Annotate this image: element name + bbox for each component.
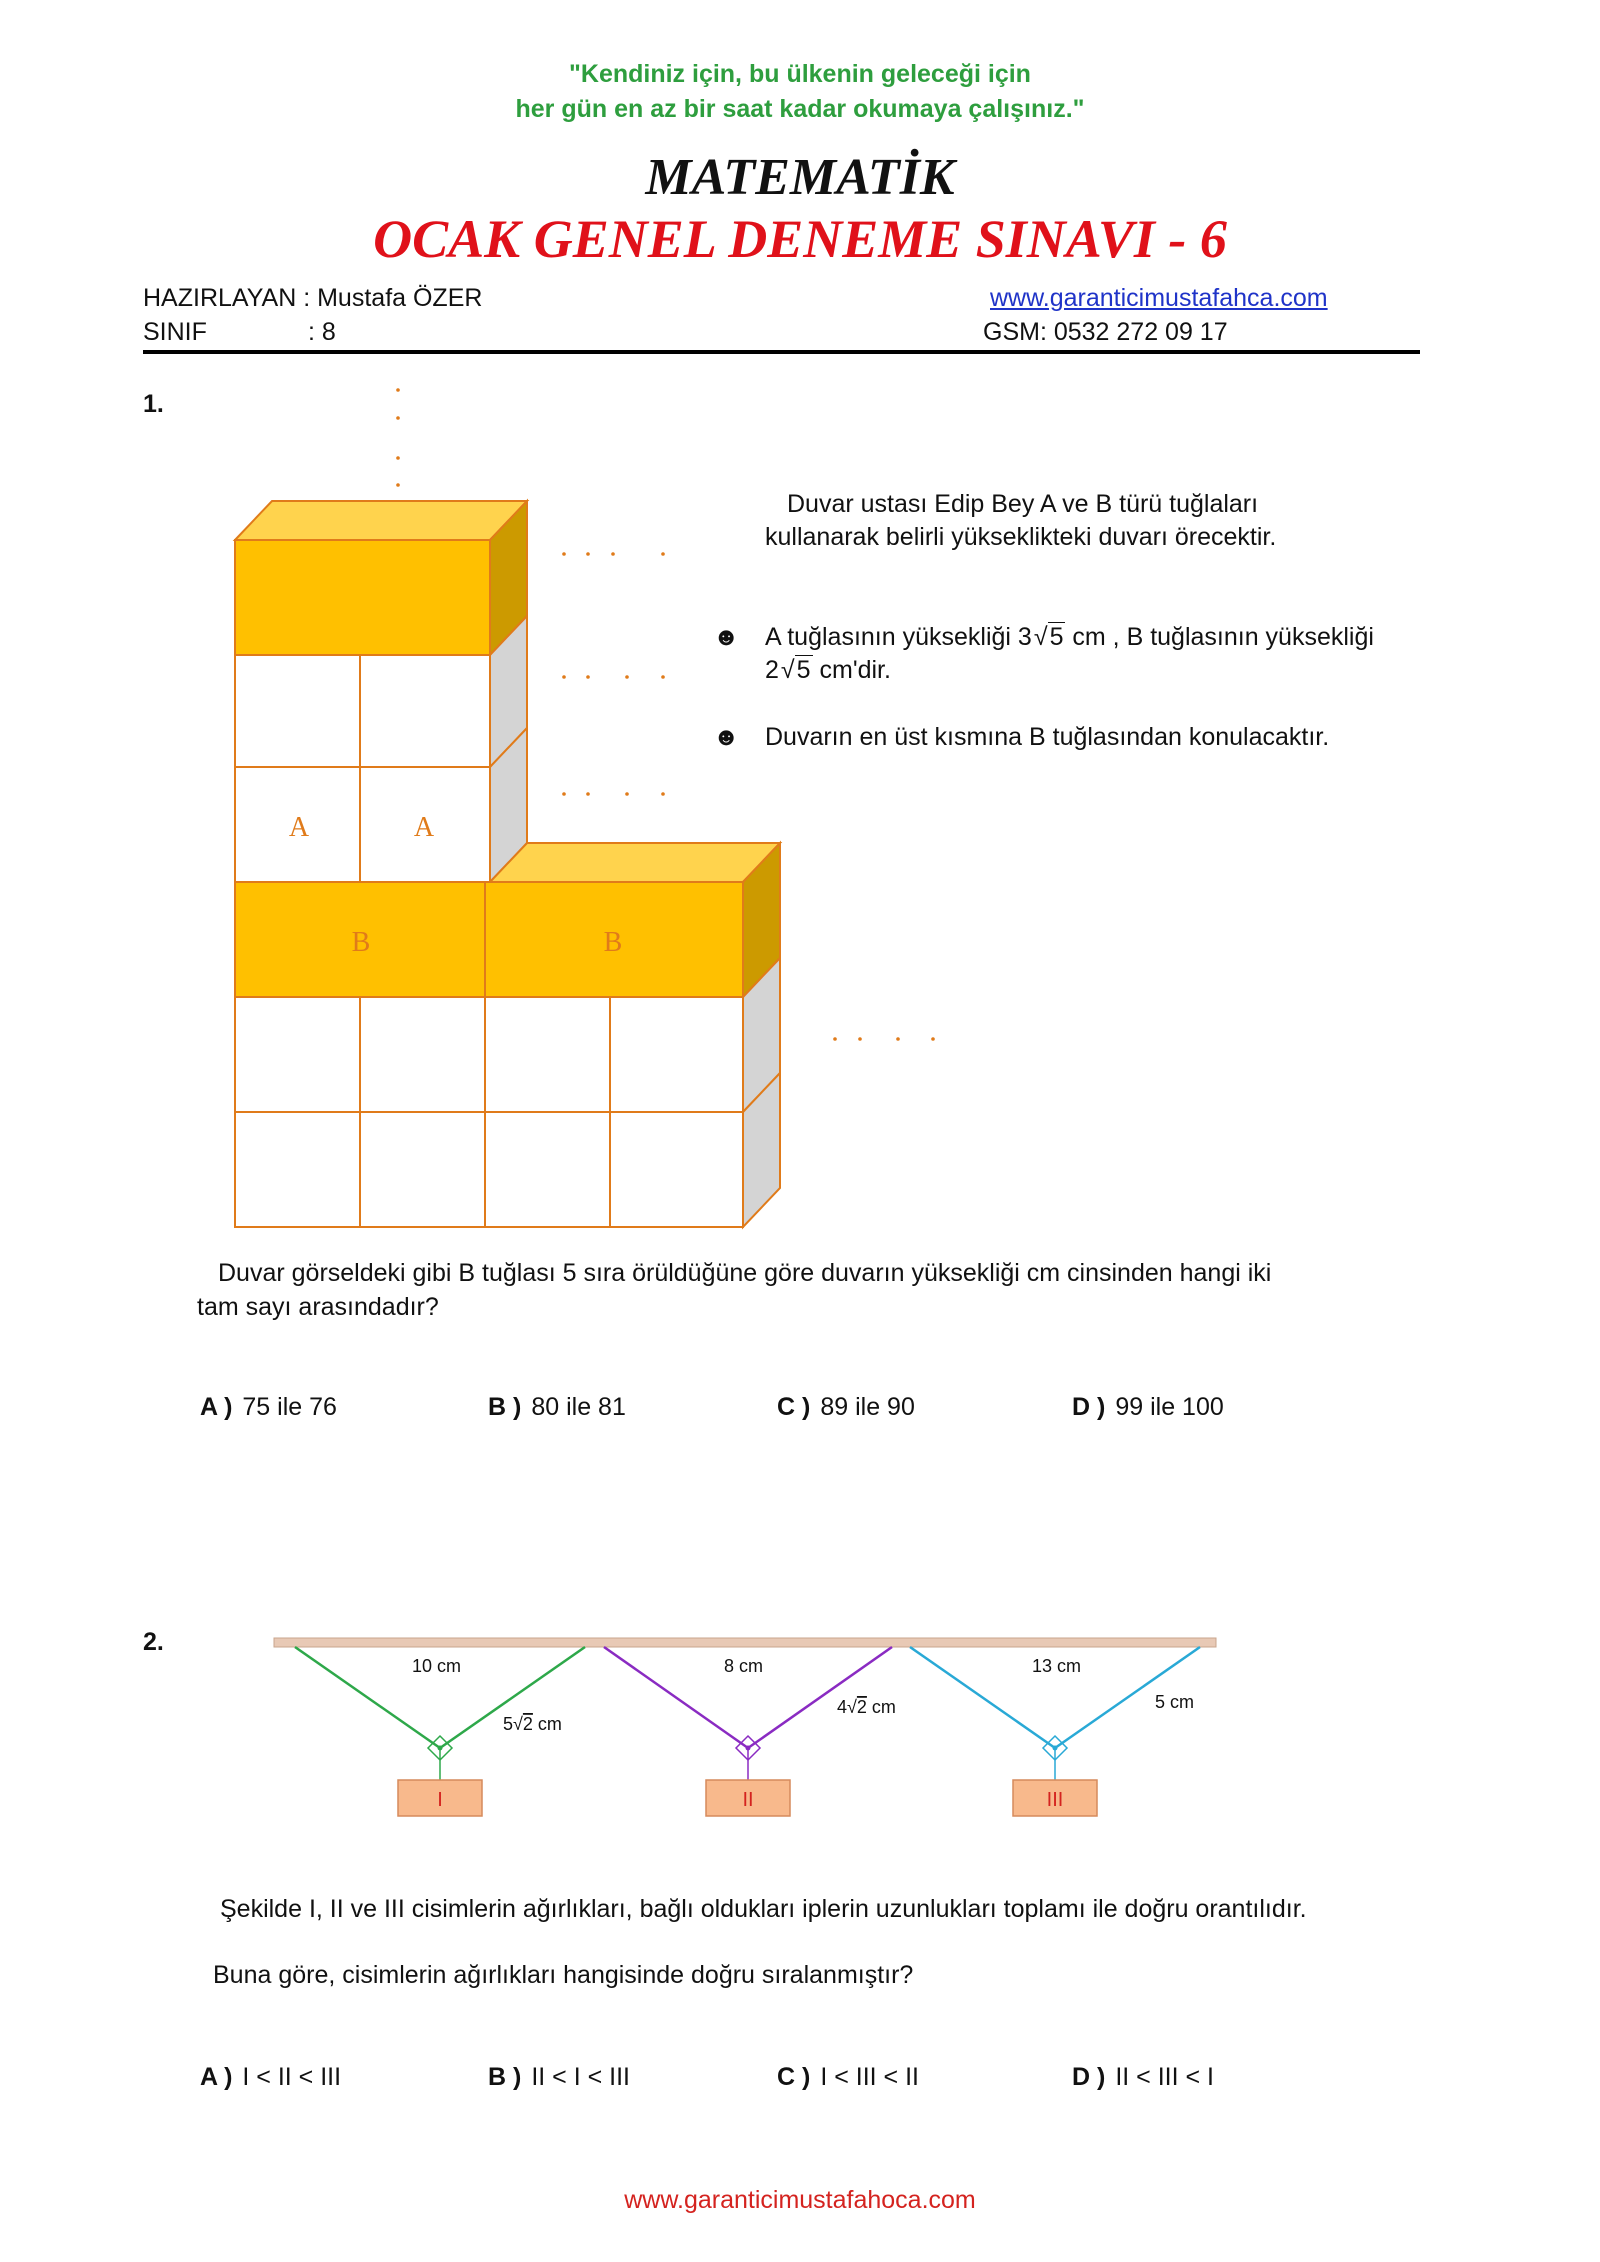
q2-statement: Şekilde I, II ve III cisimlerin ağırlıkları, bağlı oldukları iplerin uzunlukları toplamı ile doğru orantılıdır. [220, 1895, 1307, 1923]
label-i-side: 5√2 cm [503, 1714, 562, 1734]
exam-title: OCAK GENEL DENEME SINAVI - 6 [373, 209, 1227, 269]
a-brick [610, 997, 743, 1112]
prepared-by: HAZIRLAYAN : Mustafa ÖZER [143, 284, 483, 312]
website-link[interactable]: www.garanticimustafahca.com [990, 284, 1328, 312]
a-brick [235, 1112, 360, 1227]
q1-question-line2: tam sayı arasındadır? [197, 1293, 439, 1321]
q1-question-line1: Duvar görseldeki gibi B tuğlası 5 sıra örüldüğüne göre duvarın yüksekliği cm cinsinden hangi iki [218, 1259, 1272, 1287]
ceiling-bar [274, 1638, 1216, 1647]
q2-option-a[interactable]: A ) I < II < III [200, 2063, 342, 2091]
top-b-brick [235, 540, 490, 655]
a-brick [235, 997, 360, 1112]
a-brick [485, 997, 610, 1112]
hanging-weights-figure [0, 1600, 1600, 1840]
gsm-number: GSM: 0532 272 09 17 [983, 318, 1228, 346]
a-brick [485, 1112, 610, 1227]
q1-option-a[interactable]: A ) 75 ile 76 [200, 1393, 337, 1421]
middle-b-brick-top [490, 843, 780, 882]
q1-option-d[interactable]: D ) 99 ile 100 [1072, 1393, 1224, 1421]
label-iii-top: 13 cm [1032, 1656, 1082, 1676]
label-ii-side: 4√2 cm [837, 1697, 896, 1717]
q2-question: Buna göre, cisimlerin ağırlıkları hangisinde doğru sıralanmıştır? [213, 1961, 914, 1989]
weight-label-iii: III [1046, 1789, 1064, 1811]
label-iii-side: 5 cm [1155, 1692, 1195, 1712]
q1-bullet1-line2: 2√5 cm'dir. [765, 656, 891, 684]
question-2-number: 2. [143, 1628, 164, 1656]
brick-label-b: B [351, 927, 371, 958]
brick-label-b: B [603, 927, 623, 958]
class-value: : 8 [308, 318, 336, 346]
weight-label-i: I [437, 1789, 443, 1811]
q1-option-b[interactable]: B ) 80 ile 81 [488, 1393, 626, 1421]
a-brick [610, 1112, 743, 1227]
footer-website[interactable]: www.garanticimustafahoca.com [624, 2186, 976, 2214]
a-brick [235, 655, 360, 767]
q2-option-d[interactable]: D ) II < III < I [1072, 2063, 1214, 2091]
q1-bullet2: Duvarın en üst kısmına B tuğlasından konulacaktır. [765, 723, 1330, 751]
a-brick [360, 655, 490, 767]
label-ii-top: 8 cm [724, 1656, 764, 1676]
weight-label-ii: II [742, 1789, 754, 1811]
q1-bullet1-line1: A tuğlasının yüksekliği 3√5 cm , B tuğlasının yüksekliği [765, 623, 1374, 651]
brick-label-a: A [288, 812, 310, 843]
q2-option-c[interactable]: C ) I < III < II [777, 2063, 919, 2091]
class-label: SINIF [143, 318, 207, 346]
q1-intro-line2: kullanarak belirli yükseklikteki duvarı örecektir. [765, 523, 1277, 551]
brick-label-a: A [413, 812, 435, 843]
q1-intro-line1: Duvar ustası Edip Bey A ve B türü tuğlaları [787, 490, 1259, 518]
subject-title: MATEMATİK [645, 149, 955, 206]
a-brick [360, 997, 485, 1112]
motivation-quote-line1: "Kendiniz için, bu ülkenin geleceği için [569, 60, 1031, 88]
label-i-top: 10 cm [412, 1656, 462, 1676]
top-b-brick-top [235, 501, 527, 540]
question-1-number: 1. [143, 390, 164, 418]
motivation-quote-line2: her gün en az bir saat kadar okumaya çalışınız." [515, 95, 1085, 123]
a-brick [360, 1112, 485, 1227]
smiley-icon: ☻ [713, 723, 740, 751]
q2-option-b[interactable]: B ) II < I < III [488, 2063, 630, 2091]
smiley-icon: ☻ [713, 623, 740, 651]
q1-option-c[interactable]: C ) 89 ile 90 [777, 1393, 915, 1421]
